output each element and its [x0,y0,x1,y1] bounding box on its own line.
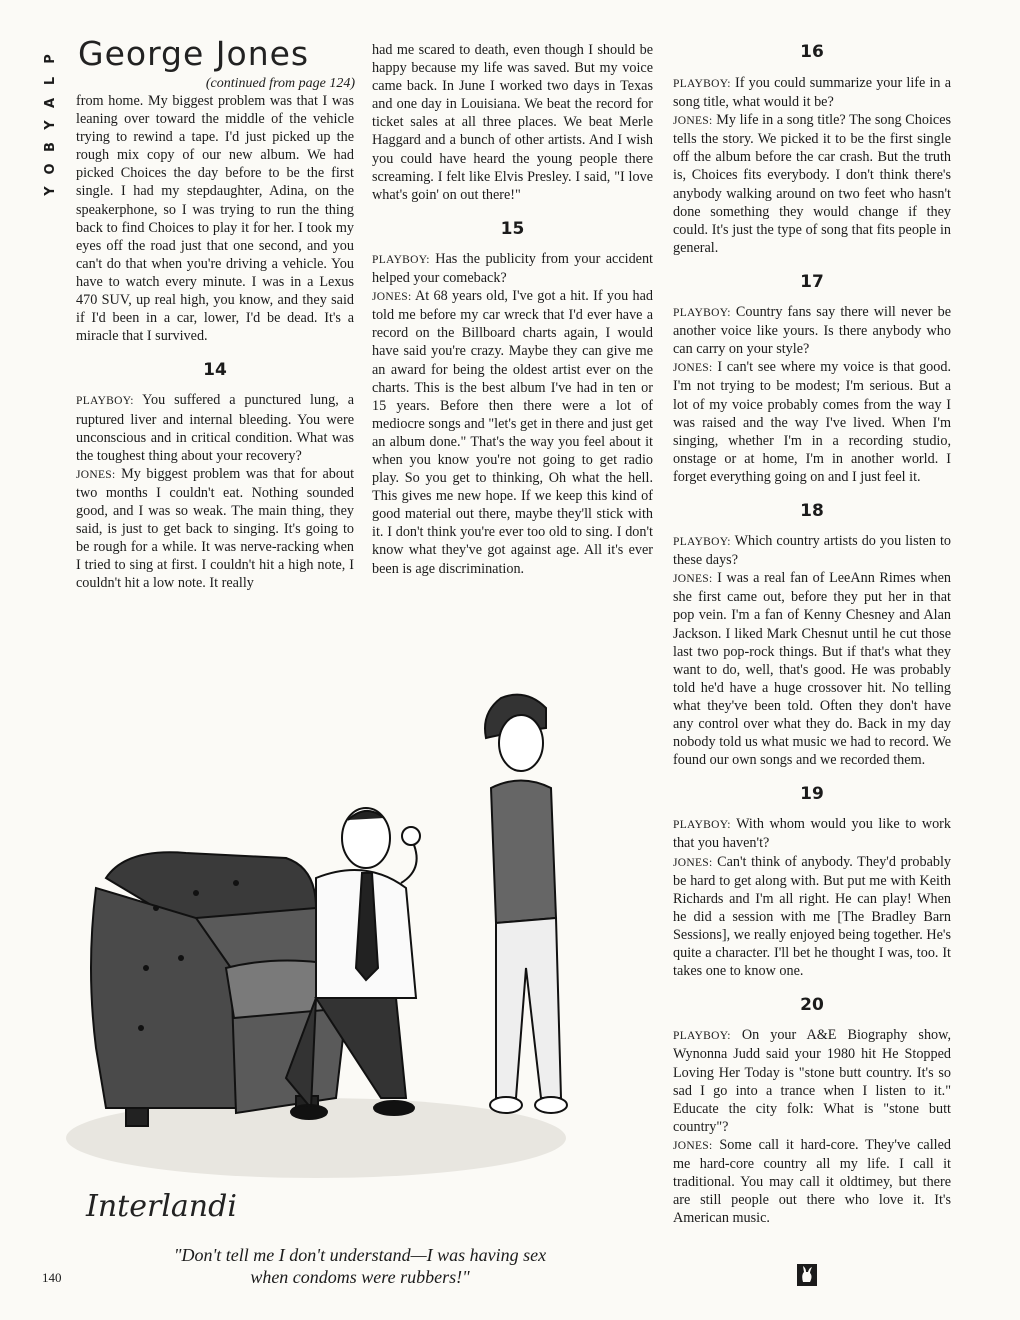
sidebar-letter: P [43,54,58,64]
sidebar-letter: B [43,142,58,152]
answer-19: JONES: Can't think of anybody. They'd probably be hard to get along with. But put me with Keith Richards and I'm all right. He can play! When he did a session with me [The Bradley Barn Sessions], we really enjoyed being together. He's quite a character. I'll bet he thought I was, too. It takes one to know one. [673,853,952,980]
column-left [76,92,354,592]
continued-paragraph: had me scared to death, even though I should be happy because my life was saved. But my voice came back. In June I worked two days in Texas and one day in Louisiana. We beat the record for ticket sales at all three places. We beat Merle Haggard and a bunch of other artists. And I wish you could have heard the young people there screaming. I felt like Elvis Presley. I said, "I love what's goin' on out there!" [372,42,653,203]
question-18: PLAYBOY: Which country artists do you listen to these days? [673,533,951,569]
question-15: PLAYBOY: Has the publicity from your accident helped your comeback? [372,250,653,287]
rabbit-head-logo-icon [797,1264,817,1286]
question-14: PLAYBOY: You suffered a punctured lung, a ruptured liver and internal bleeding. You were unconscious and in critical condition. What was the toughest thing about your recovery? [76,392,354,464]
cartoon-illustration [66,668,586,1238]
answer-20: JONES: Some call it hard-core. They've called me hard-core country all my life. I call it traditional. You may call it oldtimey, but there are still people out there who love it. It's American music. [673,1136,952,1227]
column-middle [372,41,653,578]
answer-18: JONES: I was a real fan of LeeAnn Rimes when she first came out, before they put her in that pop vein. I'm a fan of Kenny Chesney and Alan Jackson. I liked Mark Chesnut until he cut those last two pop-rock things. But if that's what they want to do, well, that's good. He was probably told he'd have a huge crossover hit. No telling what they've been told. Often they don't have any control over what they do. Back in my day nobody told us what music we had to record. We found our own songs and we recorded them. [673,570,952,769]
answer-15: JONES: At 68 years old, I've got a hit. If you had told me before my car wreck that I'd ever have a record on the Billboard charts again, I would have said you're crazy. Maybe they can give me an award for being the oldest artist ever on the charts. This is the best album I've had in ten or 15 years. Before then there were a lot of mediocre songs and "let's get in there and just get an album done." That's the way you feel about it when you know you're not going to get radio play. So you get to thinking, Oh what the hell. This gives me new hope. If we keep this kind of good material out there, maybe they'll stick with it. I don't think you're ever too old to sing. I don't know what they've got against age. All it's ever been is age discrimination. [372,288,653,577]
continued-note: (continued from page 124) [205,76,355,91]
sidebar-letter: Y [43,186,58,196]
playboy-vertical-logo [40,48,68,198]
question-number-20: 20 [800,995,824,1016]
sidebar-letter: L [43,76,58,86]
sidebar-letter: Y [43,120,58,130]
question-number-14: 14 [203,360,227,381]
sidebar-letter: A [43,97,58,109]
question-17: PLAYBOY: Country fans say there will never be another voice like yours. Is there anybody who can carry on your style? [673,304,951,358]
answer-14: JONES: My biggest problem was that for about two months I couldn't eat. Nothing sounded good, and I was so weak. The main thing, they said, is just to get back to singing. It's going to be rough for a while. It was nerve-racking when I tried to sing at first. I couldn't hit a high note, I couldn't hit a low note. It really [76,465,355,592]
question-number-15: 15 [500,218,525,239]
article-headline: George Jones [78,34,310,73]
page-number: 140 [42,1270,62,1285]
question-number-16: 16 [800,42,824,62]
question-20: PLAYBOY: On your A&E Biography show, Wynonna Judd said your 1980 hit He Stopped Loving Her Today is "stone butt country. It's so sad I go into a trance when I listen to it." Educate the city folk: What is "stone butt country"? [673,1027,952,1135]
question-number-19: 19 [800,784,824,805]
question-number-18: 18 [800,500,824,521]
question-19: PLAYBOY: With whom would you like to work that you haven't? [673,816,951,852]
column-right [673,74,951,1227]
answer-16: JONES: My life in a song title? The song Choices tells the story. We picked it to be the first single off the album before the car crash. But the truth is, Choices fits everybody. I don't think there's anybody walking around on two feet who hasn't done something they would change if they could. It's just the type of song that fits people in general. [673,112,952,256]
question-16: PLAYBOY: If you could summarize your life in a song title, what would it be? [673,75,951,111]
lead-paragraph: from home. My biggest problem was that I was leaning over toward the middle of the vehicle trying to rewind a tape. I'd just picked up the rough mix copy of our new album. We had picked Choices the day before to be the first single. I had my stepdaughter, Adina, on the speakerphone, so I was trying to run the thing back to find Choices to play it for her. I took my eyes off the road just that one second, and you can't do that when you're driving a vehicle. You have to watch every minute. I was in a Lexus 470 SUV, up real high, you know, and they said if I'd been in a car, lower, I'd be dead. It's a miracle that I survived. [76,93,354,345]
sidebar-letter: O [43,163,58,175]
answer-17: JONES: I can't see where my voice is that good. I'm not trying to be modest; I'm serious. But a lot of my voice probably comes from the way I was raised and the way I've lived. When I'm singing, whether I'm in a recording studio, onstage or at home, I'm in another world. I forget everything going on and I just feel it. [673,359,951,485]
artist-signature: Interlandi [86,1189,237,1224]
cartoon-caption: "Don't tell me I don't understand—I was having sex when condoms were rubbers!" [173,1245,547,1287]
question-number-17: 17 [800,271,824,292]
standing-boy [485,695,567,1113]
